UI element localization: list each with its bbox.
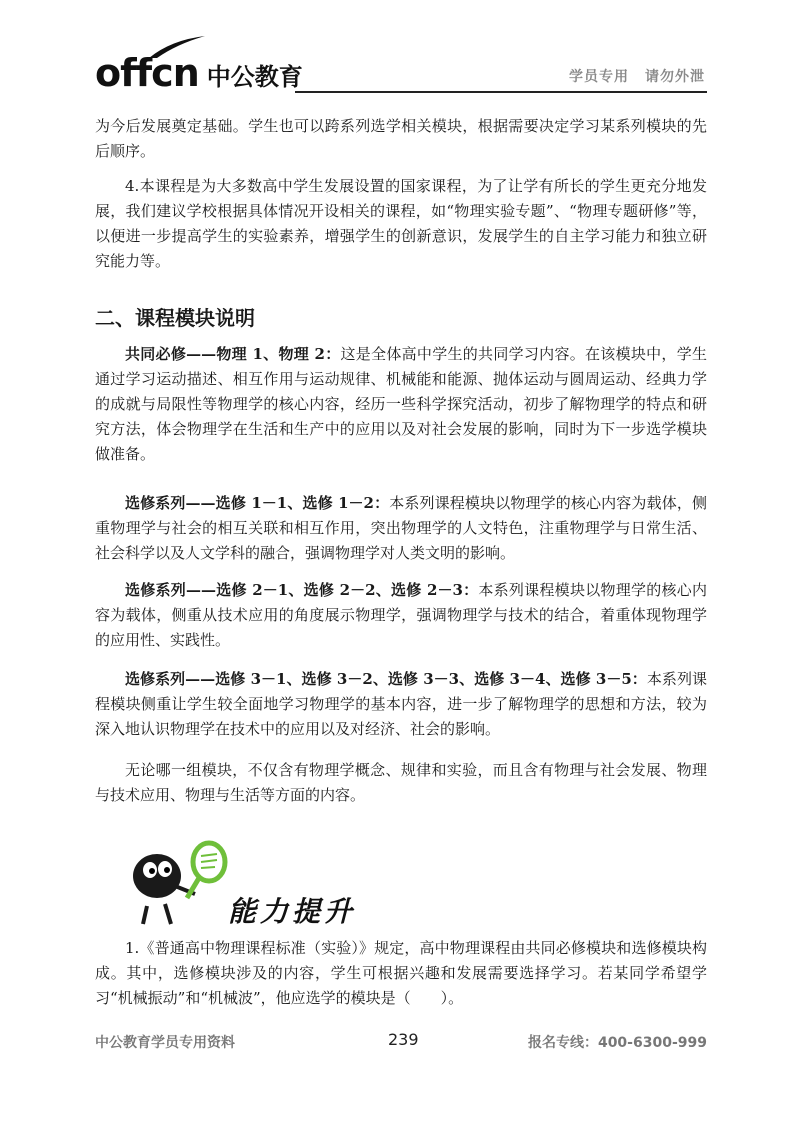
- module-text: 本系列课程模块以物理学的核心内容为载体，侧重物理学与社会的相互关联和相互作用，突出物理学的人文特色，注重物理学与日常生活、社会科学以及人文学科的融合，强调物理学对人类文明的影响。: [95, 494, 707, 562]
- summary-paragraph: 无论哪一组模块，不仅含有物理学概念、规律和实验，而且含有物理与社会发展、物理与技术应用、物理与生活等方面的内容。: [95, 761, 707, 804]
- notice-do-not-leak: 请勿外泄: [645, 69, 705, 85]
- module-lead: 选修系列——选修 2－1、选修 2－2、选修 2－3：: [125, 581, 479, 599]
- module-text: 这是全体高中学生的共同学习内容。在该模块中，学生通过学习运动描述、相互作用与运动规律、机械能和能源、抛体运动与圆周运动、经典力学的成就与局限性等物理学的核心内容，经历一些科学探究活动，初步了解物理学的特点和研究方法，体会物理学在生活和生产中的应用以及对社会发展的影响，同时为下一步选学模块做准备。: [95, 345, 707, 463]
- module-paragraph-elective-3: [95, 667, 707, 742]
- notice-students-only: 学员专用: [569, 69, 629, 85]
- section-heading: 二、课程模块说明: [95, 306, 255, 330]
- paragraph-item-4: 4.本课程是为大多数高中学生发展设置的国家课程，为了让学有所长的学生更充分地发展，我们建议学校根据具体情况开设相关的课程，如“物理实验专题”、“物理专题研修”等，以便进一步提高学生的实验素养，增强学生的创新意识，发展学生的自主学习能力和独立研究能力等。: [95, 177, 707, 270]
- cartoon-mascot-icon: [125, 840, 235, 930]
- ability-banner-title: 能力提升: [228, 895, 357, 928]
- module-lead: 选修系列——选修 3－1、选修 3－2、选修 3－3、选修 3－4、选修 3－5：: [125, 670, 647, 688]
- offcn-logo: [95, 44, 303, 95]
- module-lead: 共同必修——物理 1、物理 2：: [125, 345, 341, 363]
- module-paragraph-elective-1: [95, 491, 707, 566]
- footer-material-label: 中公教育学员专用资料: [95, 1035, 235, 1051]
- module-lead: 选修系列——选修 1－1、选修 1－2：: [125, 494, 390, 512]
- header-divider: [295, 91, 707, 93]
- module-text: 本系列课程模块侧重让学生较全面地学习物理学的基本内容，进一步了解物理学的思想和方法，较为深入地认识物理学在技术中的应用以及对经济、社会的影响。: [95, 670, 707, 738]
- header-notice: [569, 66, 705, 86]
- page-number: 239: [388, 1030, 419, 1049]
- paragraph-continuation: 为今后发展奠定基础。学生也可以跨系列选学相关模块，根据需要决定学习某系列模块的先后顺序。: [95, 117, 707, 160]
- module-paragraph-elective-2: [95, 578, 707, 653]
- footer-hotline: 报名专线：400-6300-999: [527, 1035, 707, 1051]
- logo-chinese-text: 中公教育: [206, 63, 303, 91]
- page-footer: [95, 1030, 707, 1054]
- ability-banner: [125, 840, 365, 930]
- page-header: [95, 38, 707, 94]
- module-text: 本系列课程模块以物理学的核心内容为载体，侧重从技术应用的角度展示物理学，强调物理学与技术的结合，着重体现物理学的应用性、实践性。: [95, 581, 707, 649]
- logo-latin-text: offcn: [95, 51, 199, 95]
- logo-swoosh-icon: [147, 34, 207, 60]
- module-paragraph-compulsory: [95, 342, 707, 467]
- question-paragraph: 1.《普通高中物理课程标准（实验）》规定，高中物理课程由共同必修模块和选修模块构成。其中，选修模块涉及的内容，学生可根据兴趣和发展需要选择学习。若某同学希望学习“机械振动”和“机械波”，他应选学的模块是（ ）。: [95, 939, 707, 1007]
